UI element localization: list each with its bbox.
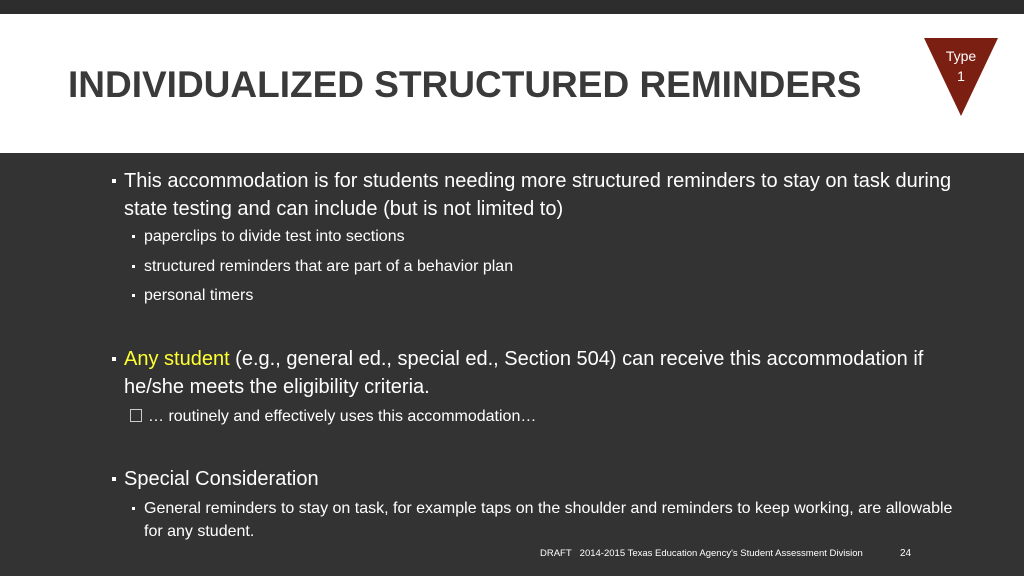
bullet-accommodation-intro: This accommodation is for students needing more structured reminders to stay on task during state testing and can include (but is not limited to): [124, 167, 974, 223]
checkbox-glyph-icon: [130, 409, 142, 422]
type-badge-label: [922, 46, 1000, 86]
sub-bullet-general-reminders: General reminders to stay on task, for example taps on the shoulder and reminders to keep working, are allowable for any student.: [144, 497, 964, 543]
badge-line-2: 1: [957, 68, 965, 84]
badge-line-1: Type: [945, 48, 977, 64]
slide-title: INDIVIDUALIZED STRUCTURED REMINDERS: [68, 64, 862, 105]
top-strip: [0, 0, 1024, 14]
slide-footer: [540, 548, 871, 559]
footer-source: 2014-2015 Texas Education Agency's Student Assessment Division: [579, 548, 863, 559]
sub-bullet-routinely: [130, 405, 950, 428]
page-number: 24: [900, 548, 912, 559]
any-student-highlight: Any student: [124, 348, 230, 370]
sub-bullet-personal-timers: personal timers: [144, 284, 964, 307]
any-student-text: (e.g., general ed., special ed., Section 504) can receive this accommodation if he/she meets the eligibility criteria.: [124, 348, 924, 398]
footer-draft: DRAFT: [540, 548, 572, 559]
bullet-any-student: [124, 345, 974, 401]
slide-content: [0, 153, 1024, 576]
sub-bullet-behavior-plan: structured reminders that are part of a behavior plan: [144, 255, 964, 278]
bullet-special-consideration: Special Consideration: [124, 465, 974, 493]
routinely-text: … routinely and effectively uses this accommodation…: [148, 408, 537, 425]
sub-bullet-paperclips: paperclips to divide test into sections: [144, 225, 964, 248]
